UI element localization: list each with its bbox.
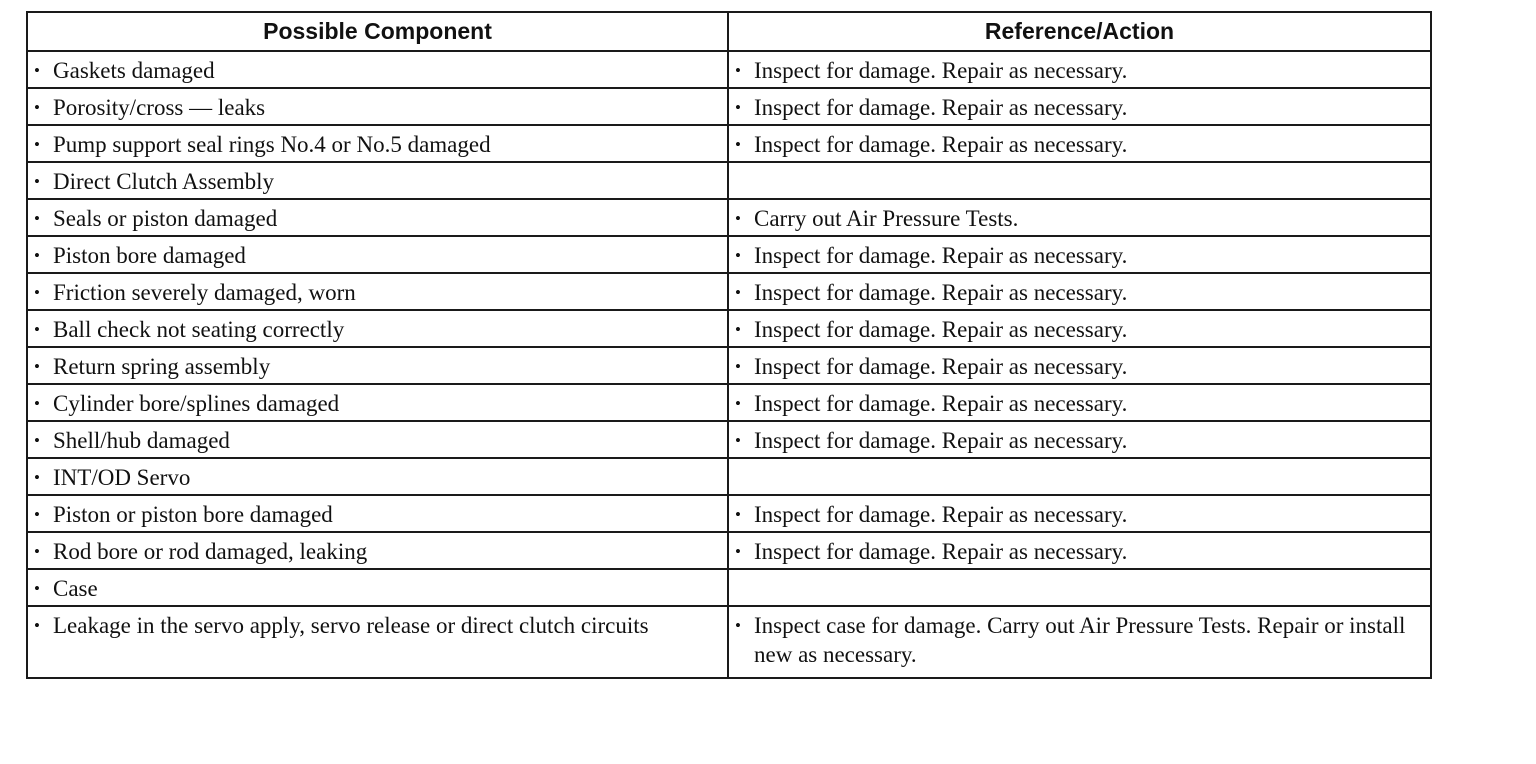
- table-row: [27, 569, 1431, 606]
- component-cell: [27, 236, 728, 273]
- table-row: [27, 51, 1431, 88]
- table-row: [27, 125, 1431, 162]
- bulleted-entry: [34, 500, 719, 529]
- bullet-icon: •: [735, 246, 741, 265]
- table-row: [27, 458, 1431, 495]
- bullet-icon: •: [735, 505, 741, 524]
- bullet-icon: •: [34, 579, 40, 598]
- bulleted-entry: [735, 426, 1422, 455]
- bulleted-entry: [735, 278, 1422, 307]
- bulleted-entry: [735, 389, 1422, 418]
- action-text: Inspect for damage. Repair as necessary.: [754, 539, 1128, 564]
- component-cell: [27, 88, 728, 125]
- action-text: Inspect for damage. Repair as necessary.: [754, 58, 1128, 83]
- table-row: [27, 88, 1431, 125]
- component-text: Seals or piston damaged: [53, 206, 278, 231]
- table-body: [27, 51, 1431, 678]
- table-row: [27, 236, 1431, 273]
- action-cell: [728, 421, 1431, 458]
- action-cell: [728, 347, 1431, 384]
- action-text: Inspect for damage. Repair as necessary.: [754, 280, 1128, 305]
- action-cell: [728, 532, 1431, 569]
- component-text: Return spring assembly: [53, 354, 271, 379]
- table-row: [27, 273, 1431, 310]
- action-cell: [728, 125, 1431, 162]
- bulleted-entry: [34, 278, 719, 307]
- component-cell: [27, 51, 728, 88]
- bulleted-entry: [34, 537, 719, 566]
- bullet-icon: •: [34, 246, 40, 265]
- bulleted-entry: [735, 315, 1422, 344]
- bullet-icon: •: [735, 135, 741, 154]
- component-cell: [27, 606, 728, 678]
- component-cell: [27, 532, 728, 569]
- bullet-icon: •: [735, 357, 741, 376]
- component-text: Pump support seal rings No.4 or No.5 damaged: [53, 132, 491, 157]
- component-text: Friction severely damaged, worn: [53, 280, 356, 305]
- bullet-icon: •: [735, 320, 741, 339]
- bullet-icon: •: [735, 542, 741, 561]
- bulleted-entry: [34, 167, 719, 196]
- bulleted-entry: [735, 204, 1422, 233]
- action-cell: [728, 310, 1431, 347]
- action-text: Inspect for damage. Repair as necessary.: [754, 95, 1128, 120]
- bullet-icon: •: [34, 431, 40, 450]
- action-text: Inspect for damage. Repair as necessary.: [754, 354, 1128, 379]
- bulleted-entry: [34, 56, 719, 85]
- bullet-icon: •: [735, 616, 741, 635]
- action-text: Inspect case for damage. Carry out Air Pressure Tests. Repair or install new as necessary.: [754, 613, 1406, 667]
- bullet-icon: •: [34, 542, 40, 561]
- bulleted-entry: [735, 611, 1422, 669]
- action-text: Carry out Air Pressure Tests.: [754, 206, 1019, 231]
- table-row: [27, 347, 1431, 384]
- bulleted-entry: [34, 204, 719, 233]
- component-cell: [27, 125, 728, 162]
- component-cell: [27, 421, 728, 458]
- action-cell: [728, 236, 1431, 273]
- bullet-icon: •: [34, 209, 40, 228]
- component-cell: [27, 458, 728, 495]
- component-cell: [27, 384, 728, 421]
- component-text: Ball check not seating correctly: [53, 317, 345, 342]
- bulleted-entry: [34, 93, 719, 122]
- component-text: INT/OD Servo: [53, 465, 191, 490]
- component-text: Gaskets damaged: [53, 58, 215, 83]
- bulleted-entry: [34, 574, 719, 603]
- action-text: Inspect for damage. Repair as necessary.: [754, 132, 1128, 157]
- bulleted-entry: [735, 537, 1422, 566]
- bullet-icon: •: [34, 505, 40, 524]
- bullet-icon: •: [735, 209, 741, 228]
- diagnosis-table: [26, 11, 1432, 679]
- bulleted-entry: [735, 352, 1422, 381]
- bullet-icon: •: [735, 283, 741, 302]
- table-row: [27, 421, 1431, 458]
- bullet-icon: •: [34, 283, 40, 302]
- component-cell: [27, 199, 728, 236]
- bullet-icon: •: [34, 98, 40, 117]
- bulleted-entry: [34, 426, 719, 455]
- bulleted-entry: [34, 463, 719, 492]
- table-row: [27, 384, 1431, 421]
- action-cell: [728, 458, 1431, 495]
- bullet-icon: •: [34, 320, 40, 339]
- action-cell: [728, 51, 1431, 88]
- table-row: [27, 199, 1431, 236]
- component-text: Shell/hub damaged: [53, 428, 230, 453]
- component-text: Cylinder bore/splines damaged: [53, 391, 340, 416]
- bullet-icon: •: [34, 61, 40, 80]
- component-cell: [27, 569, 728, 606]
- bulleted-entry: [735, 56, 1422, 85]
- bullet-icon: •: [735, 61, 741, 80]
- bullet-icon: •: [735, 431, 741, 450]
- component-cell: [27, 273, 728, 310]
- action-cell: [728, 273, 1431, 310]
- action-cell: [728, 495, 1431, 532]
- bullet-icon: •: [34, 357, 40, 376]
- action-text: Inspect for damage. Repair as necessary.: [754, 243, 1128, 268]
- bullet-icon: •: [735, 98, 741, 117]
- table-row: [27, 495, 1431, 532]
- action-text: Inspect for damage. Repair as necessary.: [754, 317, 1128, 342]
- bullet-icon: •: [34, 468, 40, 487]
- action-cell: [728, 606, 1431, 678]
- bulleted-entry: [34, 315, 719, 344]
- action-cell: [728, 384, 1431, 421]
- bulleted-entry: [735, 93, 1422, 122]
- table-header-row: [27, 12, 1431, 51]
- component-text: Piston or piston bore damaged: [53, 502, 333, 527]
- bullet-icon: •: [34, 135, 40, 154]
- action-cell: [728, 88, 1431, 125]
- component-cell: [27, 495, 728, 532]
- action-text: Inspect for damage. Repair as necessary.: [754, 391, 1128, 416]
- header-reference-action: Reference/Action: [728, 12, 1431, 51]
- table-row: [27, 310, 1431, 347]
- component-text: Direct Clutch Assembly: [53, 169, 275, 194]
- bulleted-entry: [34, 611, 719, 640]
- bulleted-entry: [735, 130, 1422, 159]
- bulleted-entry: [34, 352, 719, 381]
- component-text: Rod bore or rod damaged, leaking: [53, 539, 368, 564]
- bullet-icon: •: [34, 616, 40, 635]
- bullet-icon: •: [34, 172, 40, 191]
- bullet-icon: •: [735, 394, 741, 413]
- bulleted-entry: [735, 241, 1422, 270]
- component-cell: [27, 347, 728, 384]
- action-text: Inspect for damage. Repair as necessary.: [754, 502, 1128, 527]
- table-row: [27, 162, 1431, 199]
- bulleted-entry: [34, 241, 719, 270]
- bulleted-entry: [735, 500, 1422, 529]
- component-cell: [27, 310, 728, 347]
- component-cell: [27, 162, 728, 199]
- action-cell: [728, 199, 1431, 236]
- component-text: Case: [53, 576, 98, 601]
- component-text: Leakage in the servo apply, servo release or direct clutch circuits: [53, 613, 649, 638]
- table-row: [27, 606, 1431, 678]
- table-row: [27, 532, 1431, 569]
- bulleted-entry: [34, 389, 719, 418]
- bulleted-entry: [34, 130, 719, 159]
- action-cell: [728, 569, 1431, 606]
- action-text: Inspect for damage. Repair as necessary.: [754, 428, 1128, 453]
- action-cell: [728, 162, 1431, 199]
- bullet-icon: •: [34, 394, 40, 413]
- component-text: Porosity/cross — leaks: [53, 95, 266, 120]
- component-text: Piston bore damaged: [53, 243, 246, 268]
- header-possible-component: Possible Component: [27, 12, 728, 51]
